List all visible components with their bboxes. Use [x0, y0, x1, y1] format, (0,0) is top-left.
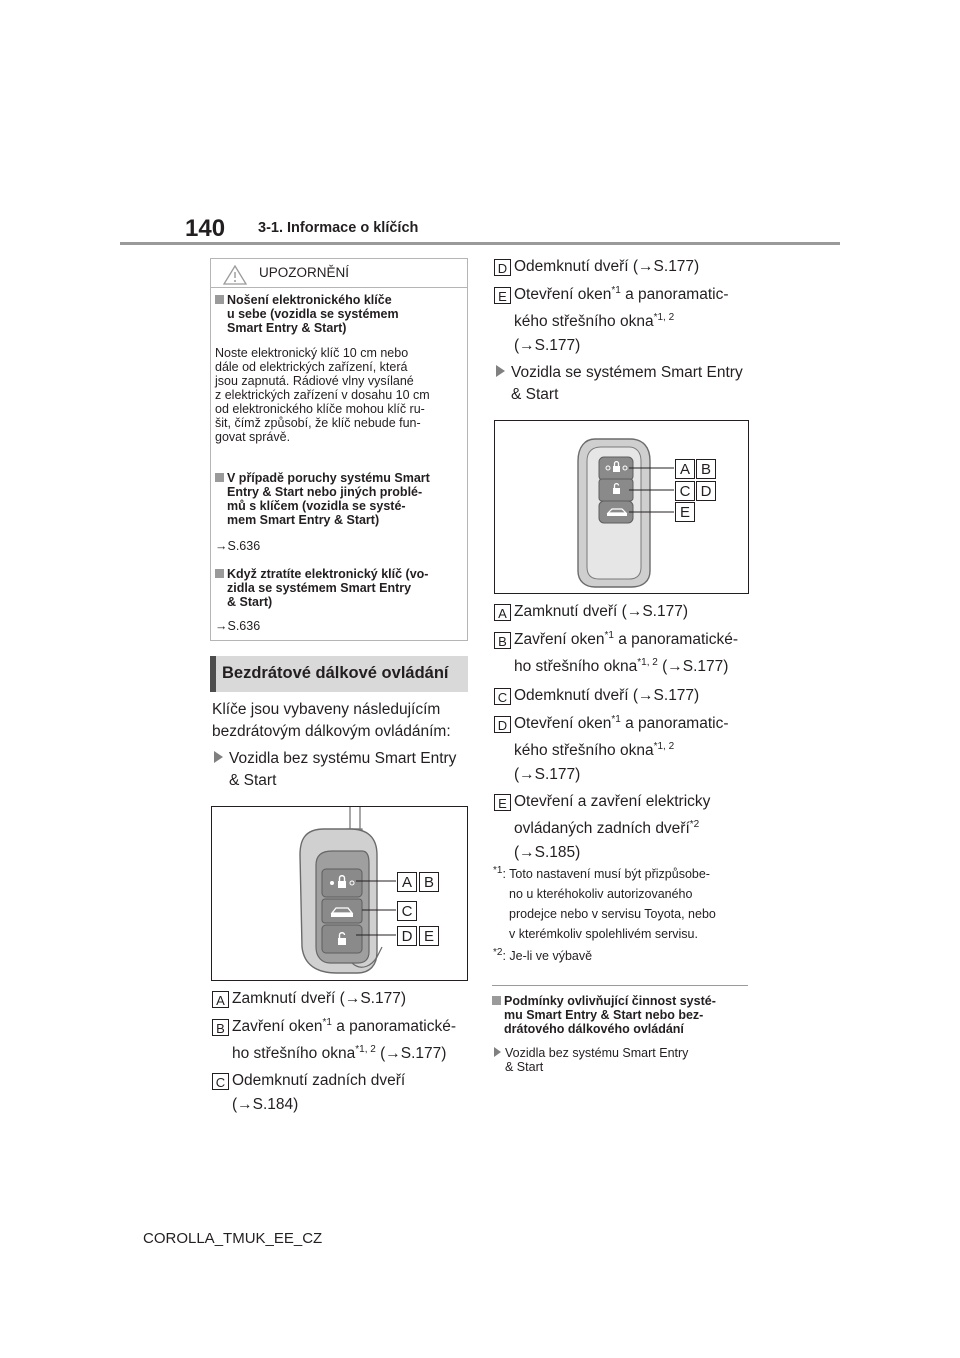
callout-e: E — [675, 502, 695, 522]
warning-triangle-icon — [223, 265, 247, 285]
header-rule — [120, 242, 840, 245]
footnote-2: $^{*2}$: Je-li ve výbavě — [493, 946, 593, 963]
caution-header — [211, 259, 467, 287]
callout-e: E — [419, 926, 439, 946]
callout-c: C — [675, 481, 695, 501]
callout-c: C — [397, 901, 417, 921]
callout-a: A — [397, 872, 417, 892]
caution-item-1-text: Noste elektronický klíč 10 cm nebo dále od elektrických zařízení, která jsou zapnutá. Rádiové vlny vysílané z elektrických zařízení v dosahu 10 cm od elektronického klíče mohou klíč ru- šit, čímž způsobí, že klíč nebude fun- govat správě. — [215, 346, 430, 444]
note-sub: Vozidla bez systému Smart Entry & Start — [494, 1046, 688, 1074]
note-heading: Podmínky ovlivňující činnost systé- mu Smart Entry & Start nebo bez- drátového dálkového ovládání — [492, 994, 750, 1036]
caution-divider — [211, 287, 467, 288]
caution-item-2-ref: →S.636 — [215, 539, 261, 553]
footnote-1: $^{*1}$: Toto nastavení musí být přizpůsobe- no u kteréhokoliv autorizovaného prodejce nebo v servisu Toyota, nebo v kterémkoliv spolehlivém servisu. — [493, 864, 716, 941]
intro-text: Klíče jsou vybaveny následujícím bezdrátovým dálkovým ovládáním: — [212, 701, 451, 740]
left-subheading: Vozidla bez systému Smart Entry & Start — [214, 748, 456, 792]
key-figure-smart-entry — [494, 420, 749, 594]
caution-box — [210, 258, 468, 641]
callout-a: A — [675, 459, 695, 479]
callout-b: B — [696, 459, 716, 479]
section-heading: Bezdrátové dálkové ovládání — [210, 656, 468, 692]
section-title: 3-1. Informace o klíčích — [258, 220, 419, 236]
smart-key-illustration — [495, 421, 748, 593]
callout-d: D — [696, 481, 716, 501]
key-figure-no-smart-entry — [211, 806, 468, 981]
flip-key-illustration — [212, 807, 467, 980]
footer-doc-id: COROLLA_TMUK_EE_CZ — [143, 1230, 323, 1247]
right-subheading: Vozidla se systémem Smart Entry & Start — [496, 362, 743, 406]
caution-item-2-heading: V případě poruchy systému Smart Entry & Start nebo jiných problé- mů s klíčem (vozidla se systé- mem Smart Entry & Start) — [215, 471, 465, 527]
caution-item-1-heading: Nošení elektronického klíče u sebe (vozidla se systémem Smart Entry & Start) — [215, 293, 465, 335]
caution-item-3-heading: Když ztratíte elektronický klíč (vo- zidla se systémem Smart Entry & Start) — [215, 567, 465, 609]
note-rule — [492, 985, 748, 986]
caution-title: UPOZORNĚNÍ — [259, 265, 350, 280]
callout-d: D — [397, 926, 417, 946]
callout-b: B — [419, 872, 439, 892]
page-number: 140 — [185, 215, 226, 242]
caution-item-3-ref: →S.636 — [215, 619, 261, 633]
